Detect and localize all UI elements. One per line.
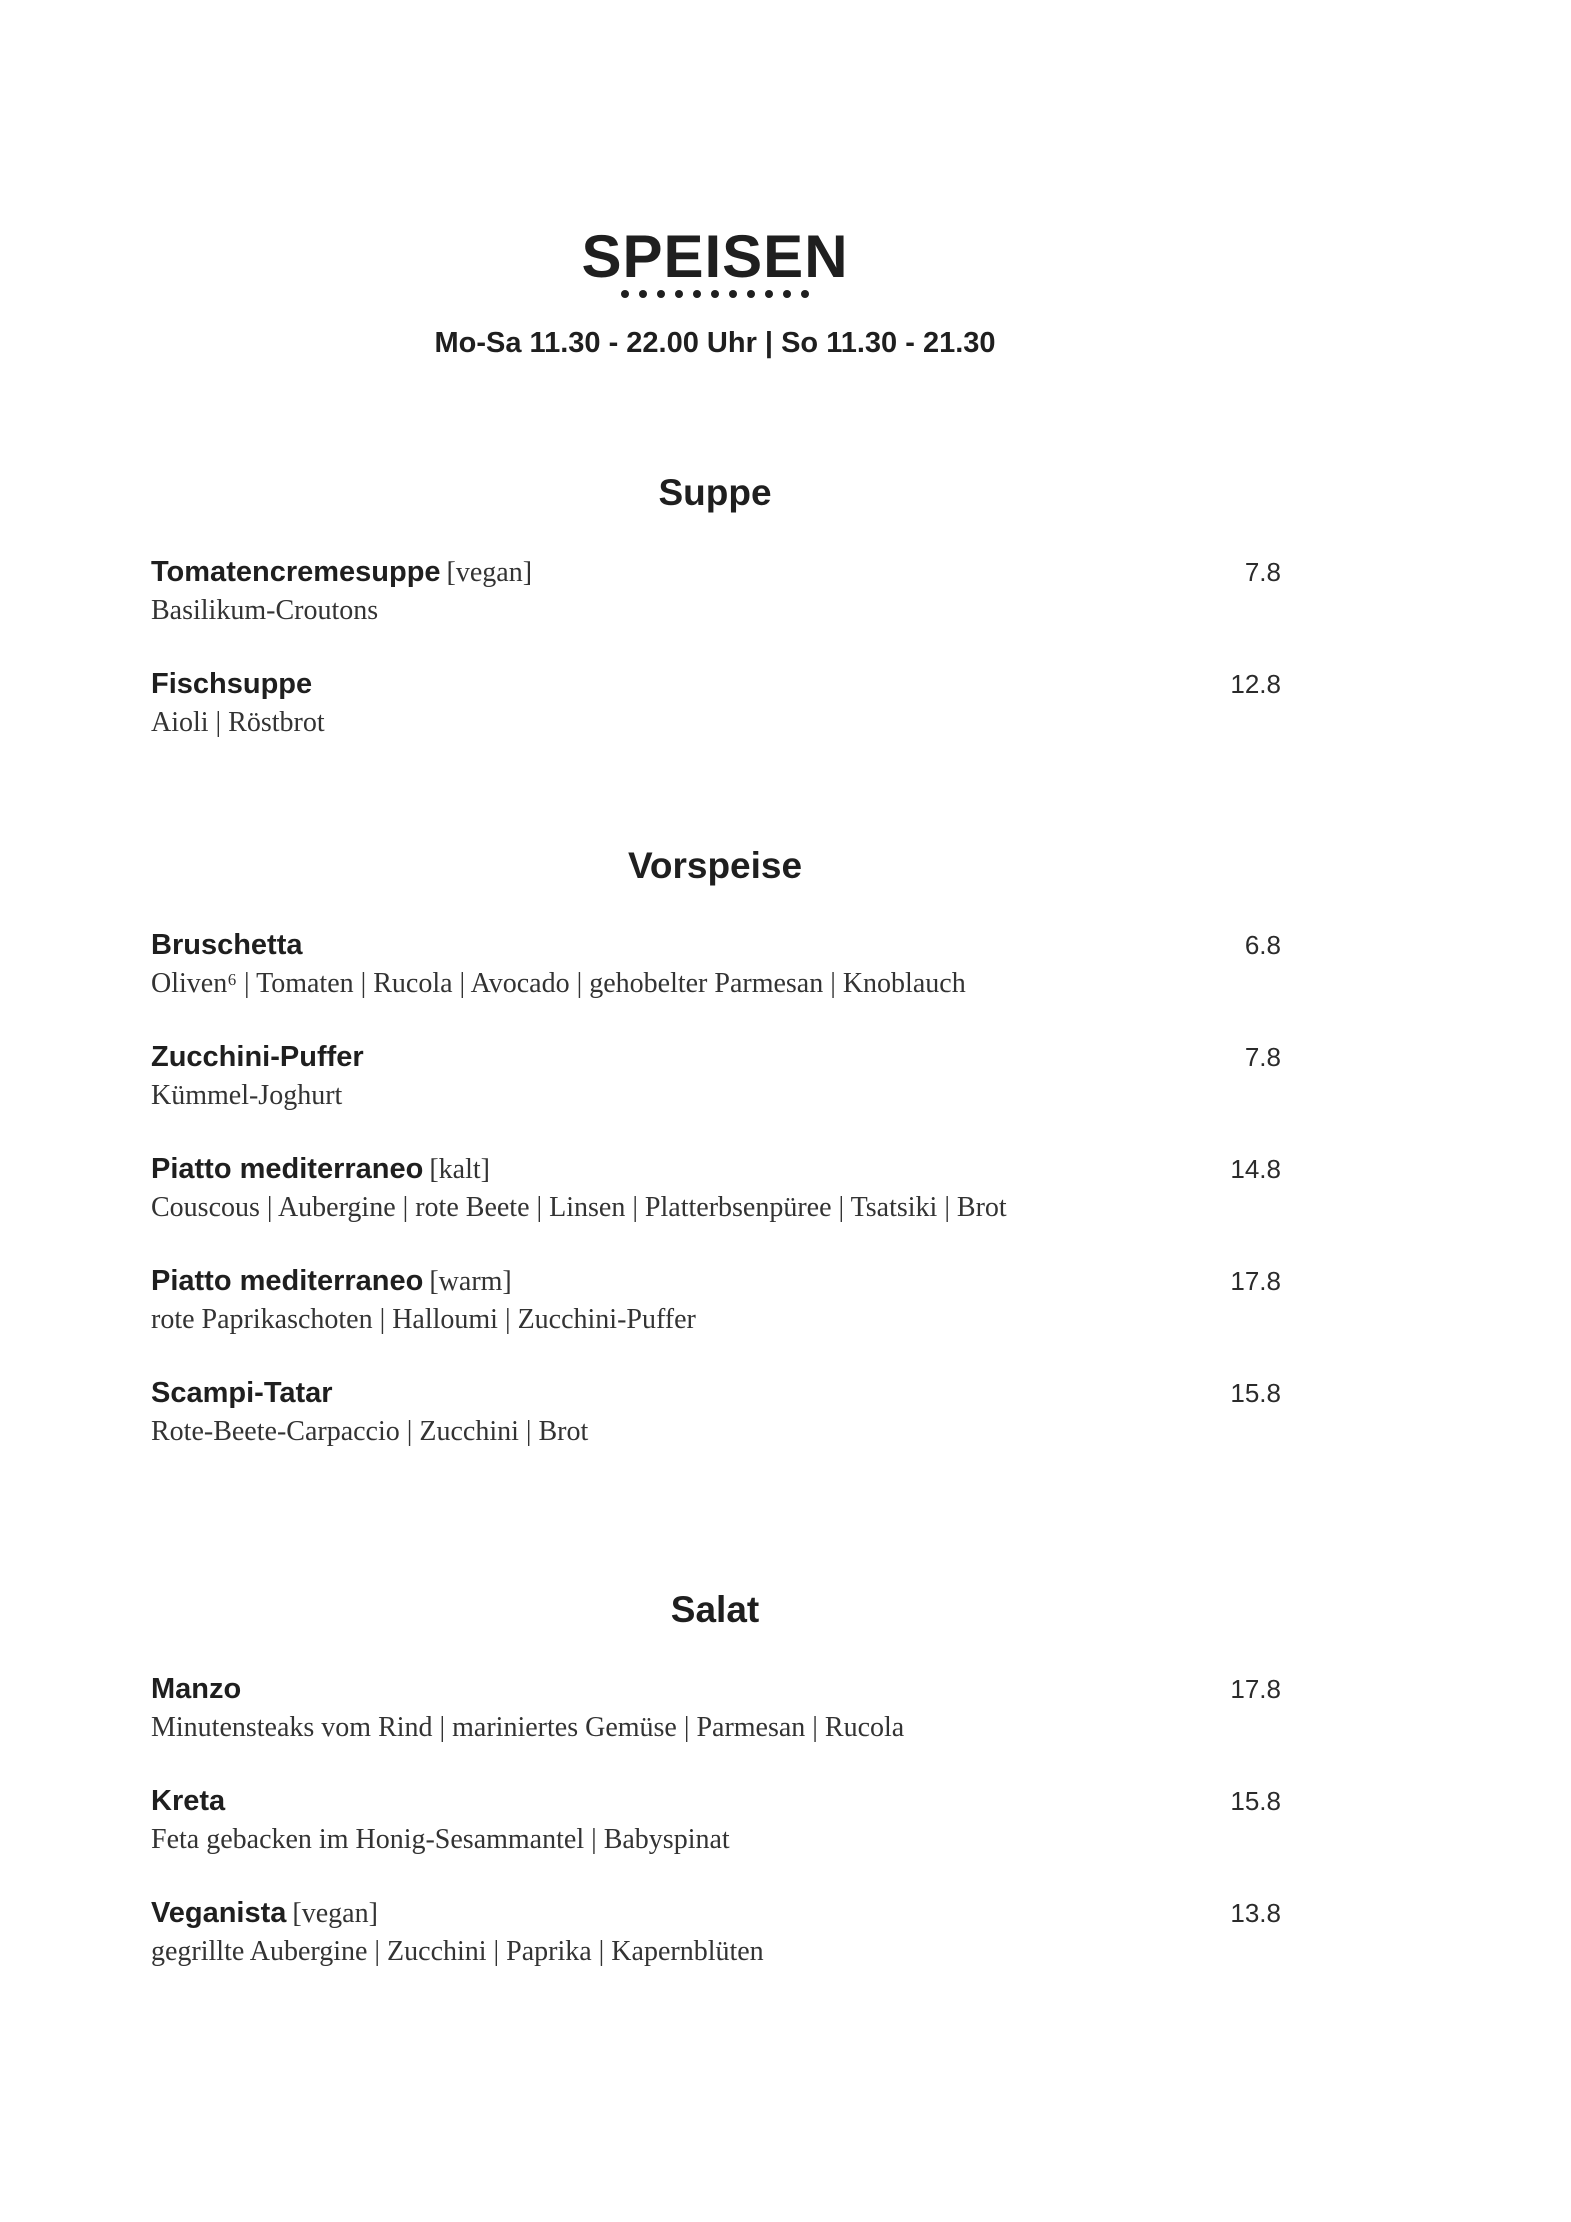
item-name: Tomatencremesuppe bbox=[151, 556, 441, 588]
item-description: Feta gebacken im Honig-Sesammantel | Babyspinat bbox=[151, 1824, 730, 1855]
menu-item bbox=[151, 1153, 1281, 1224]
item-name: Scampi-Tatar bbox=[151, 1377, 333, 1409]
menu-item bbox=[151, 1897, 1281, 1968]
item-price: 17.8 bbox=[1230, 1674, 1281, 1704]
item-price: 7.8 bbox=[1244, 557, 1281, 587]
divider-dot bbox=[747, 290, 755, 298]
dotted-divider bbox=[0, 290, 1430, 298]
divider-dot bbox=[729, 290, 737, 298]
item-name: Piatto mediterraneo bbox=[151, 1265, 424, 1297]
item-tag: [warm] bbox=[429, 1266, 512, 1297]
item-tag: [vegan] bbox=[292, 1898, 378, 1929]
item-tag: [vegan] bbox=[446, 557, 533, 588]
section-title-vorspeise: Vorspeise bbox=[627, 845, 803, 886]
item-description: rote Paprikaschoten | Halloumi | Zucchini-Puffer bbox=[151, 1304, 696, 1335]
divider-dot bbox=[783, 290, 791, 298]
item-name: Zucchini-Puffer bbox=[151, 1041, 364, 1073]
item-description: Aioli | Röstbrot bbox=[151, 707, 325, 738]
section-title-salat: Salat bbox=[670, 1589, 760, 1630]
menu-item bbox=[151, 1041, 1281, 1112]
item-price: 13.8 bbox=[1230, 1898, 1281, 1928]
item-price: 7.8 bbox=[1244, 1042, 1281, 1072]
item-description: Minutensteaks vom Rind | mariniertes Gemüse | Parmesan | Rucola bbox=[151, 1712, 905, 1743]
item-description: Kümmel-Joghurt bbox=[151, 1080, 343, 1111]
item-name: Piatto mediterraneo bbox=[151, 1153, 424, 1185]
page-title: SPEISEN bbox=[581, 223, 849, 290]
item-price: 14.8 bbox=[1230, 1154, 1281, 1184]
divider-dot bbox=[621, 290, 629, 298]
item-name: Manzo bbox=[151, 1673, 242, 1705]
item-price: 15.8 bbox=[1230, 1786, 1281, 1816]
menu-item bbox=[151, 1265, 1281, 1336]
item-price: 17.8 bbox=[1230, 1266, 1281, 1296]
item-name: Fischsuppe bbox=[151, 668, 313, 700]
divider-dot bbox=[765, 290, 773, 298]
item-price: 12.8 bbox=[1230, 669, 1281, 699]
divider-dot bbox=[693, 290, 701, 298]
item-description: Oliven⁶ | Tomaten | Rucola | Avocado | gehobelter Parmesan | Knoblauch bbox=[151, 968, 966, 999]
divider-dot bbox=[675, 290, 683, 298]
opening-hours: Mo-Sa 11.30 - 22.00 Uhr | So 11.30 - 21.30 bbox=[434, 327, 996, 359]
divider-dot bbox=[711, 290, 719, 298]
section-title-suppe: Suppe bbox=[658, 472, 772, 513]
item-price: 6.8 bbox=[1244, 930, 1281, 960]
divider-dot bbox=[657, 290, 665, 298]
item-tag: [kalt] bbox=[429, 1154, 490, 1185]
menu-item bbox=[151, 1673, 1281, 1744]
menu-item bbox=[151, 1785, 1281, 1856]
menu-item bbox=[151, 1377, 1281, 1448]
item-description: Basilikum-Croutons bbox=[151, 595, 379, 626]
item-description: Rote-Beete-Carpaccio | Zucchini | Brot bbox=[151, 1416, 589, 1447]
menu-item bbox=[151, 668, 1281, 739]
menu-item bbox=[151, 556, 1281, 627]
divider-dot bbox=[801, 290, 809, 298]
item-description: Couscous | Aubergine | rote Beete | Linsen | Platterbsenpüree | Tsatsiki | Brot bbox=[151, 1192, 1007, 1223]
item-price: 15.8 bbox=[1230, 1378, 1281, 1408]
item-name: Kreta bbox=[151, 1785, 226, 1817]
divider-dot bbox=[639, 290, 647, 298]
item-name: Bruschetta bbox=[151, 929, 303, 961]
item-description: gegrillte Aubergine | Zucchini | Paprika | Kapernblüten bbox=[151, 1936, 764, 1967]
item-name: Veganista bbox=[151, 1897, 287, 1929]
menu-item bbox=[151, 929, 1281, 1000]
